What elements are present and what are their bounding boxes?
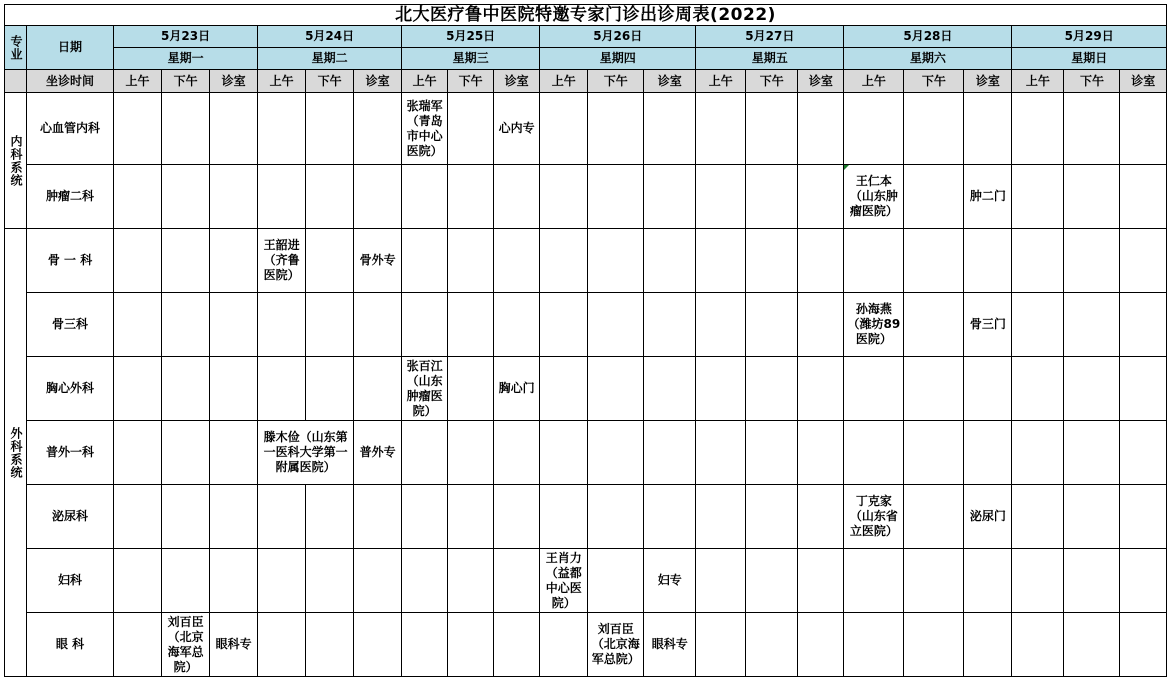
system-surgical: 外科系统 [5, 229, 27, 677]
room-header: 诊室 [210, 70, 258, 93]
clinic-time-header: 坐诊时间 [27, 70, 114, 93]
pm-header: 下午 [1064, 70, 1120, 93]
room-entry: 妇专 [644, 549, 696, 613]
am-header: 上午 [114, 70, 162, 93]
pm-header: 下午 [904, 70, 964, 93]
dept-ophthalmology: 眼 科 [27, 613, 114, 677]
date-sun: 5月29日 [1012, 26, 1167, 48]
date-header: 日期 [27, 26, 114, 70]
room-entry: 普外专 [354, 421, 402, 485]
am-header: 上午 [402, 70, 448, 93]
room-entry: 眼科专 [210, 613, 258, 677]
room-header: 诊室 [1120, 70, 1167, 93]
dept-cardiology: 心血管内科 [27, 93, 114, 165]
schedule-entry: 张百江（山东肿瘤医院） [402, 357, 448, 421]
schedule-entry: 王肖力（益都中心医院） [540, 549, 588, 613]
date-wed: 5月25日 [402, 26, 540, 48]
dept-ortho1: 骨 一 科 [27, 229, 114, 293]
room-header: 诊室 [644, 70, 696, 93]
date-thu: 5月26日 [540, 26, 696, 48]
schedule-entry: 丁克家（山东省立医院） [844, 485, 904, 549]
room-header: 诊室 [798, 70, 844, 93]
weekday-sat: 星期六 [844, 48, 1012, 70]
pm-header: 下午 [746, 70, 798, 93]
date-mon: 5月23日 [114, 26, 258, 48]
am-header: 上午 [1012, 70, 1064, 93]
date-sat: 5月28日 [844, 26, 1012, 48]
weekday-sun: 星期日 [1012, 48, 1167, 70]
weekday-mon: 星期一 [114, 48, 258, 70]
am-header: 上午 [258, 70, 306, 93]
weekday-tue: 星期二 [258, 48, 402, 70]
schedule-entry: 滕木俭（山东第一医科大学第一附属医院） [258, 421, 354, 485]
schedule-entry: 王仁本（山东肿瘤医院） [844, 165, 904, 229]
system-internal: 内科系统 [5, 93, 27, 229]
room-entry: 泌尿门 [964, 485, 1012, 549]
dept-general-surgery1: 普外一科 [27, 421, 114, 485]
am-header: 上午 [844, 70, 904, 93]
pm-header: 下午 [162, 70, 210, 93]
room-header: 诊室 [354, 70, 402, 93]
pm-header: 下午 [306, 70, 354, 93]
schedule-entry: 张瑞军（青岛市中心医院） [402, 93, 448, 165]
schedule-entry: 王韶进（齐鲁医院） [258, 229, 306, 293]
dept-gynecology: 妇科 [27, 549, 114, 613]
specialty-header: 专业 [5, 26, 27, 70]
room-entry: 心内专 [494, 93, 540, 165]
weekday-fri: 星期五 [696, 48, 844, 70]
schedule-entry: 刘百臣（北京海军总院） [162, 613, 210, 677]
date-tue: 5月24日 [258, 26, 402, 48]
schedule-entry: 刘百臣（北京海军总院） [588, 613, 644, 677]
am-header: 上午 [540, 70, 588, 93]
am-header: 上午 [696, 70, 746, 93]
weekday-thu: 星期四 [540, 48, 696, 70]
page-title: 北大医疗鲁中医院特邀专家门诊出诊周表(2022) [5, 5, 1167, 26]
blank-subheader [5, 70, 27, 93]
room-entry: 骨三门 [964, 293, 1012, 357]
schedule-entry: 孙海燕（潍坊89医院） [844, 293, 904, 357]
room-header: 诊室 [494, 70, 540, 93]
dept-urology: 泌尿科 [27, 485, 114, 549]
dept-oncology2: 肿瘤二科 [27, 165, 114, 229]
room-header: 诊室 [964, 70, 1012, 93]
schedule-sheet [4, 4, 1167, 677]
weekday-wed: 星期三 [402, 48, 540, 70]
room-entry: 眼科专 [644, 613, 696, 677]
pm-header: 下午 [448, 70, 494, 93]
dept-ortho3: 骨三科 [27, 293, 114, 357]
room-entry: 骨外专 [354, 229, 402, 293]
room-entry: 胸心门 [494, 357, 540, 421]
schedule-table [4, 4, 1167, 677]
room-entry: 肿二门 [964, 165, 1012, 229]
dept-thoracic: 胸心外科 [27, 357, 114, 421]
pm-header: 下午 [588, 70, 644, 93]
date-fri: 5月27日 [696, 26, 844, 48]
